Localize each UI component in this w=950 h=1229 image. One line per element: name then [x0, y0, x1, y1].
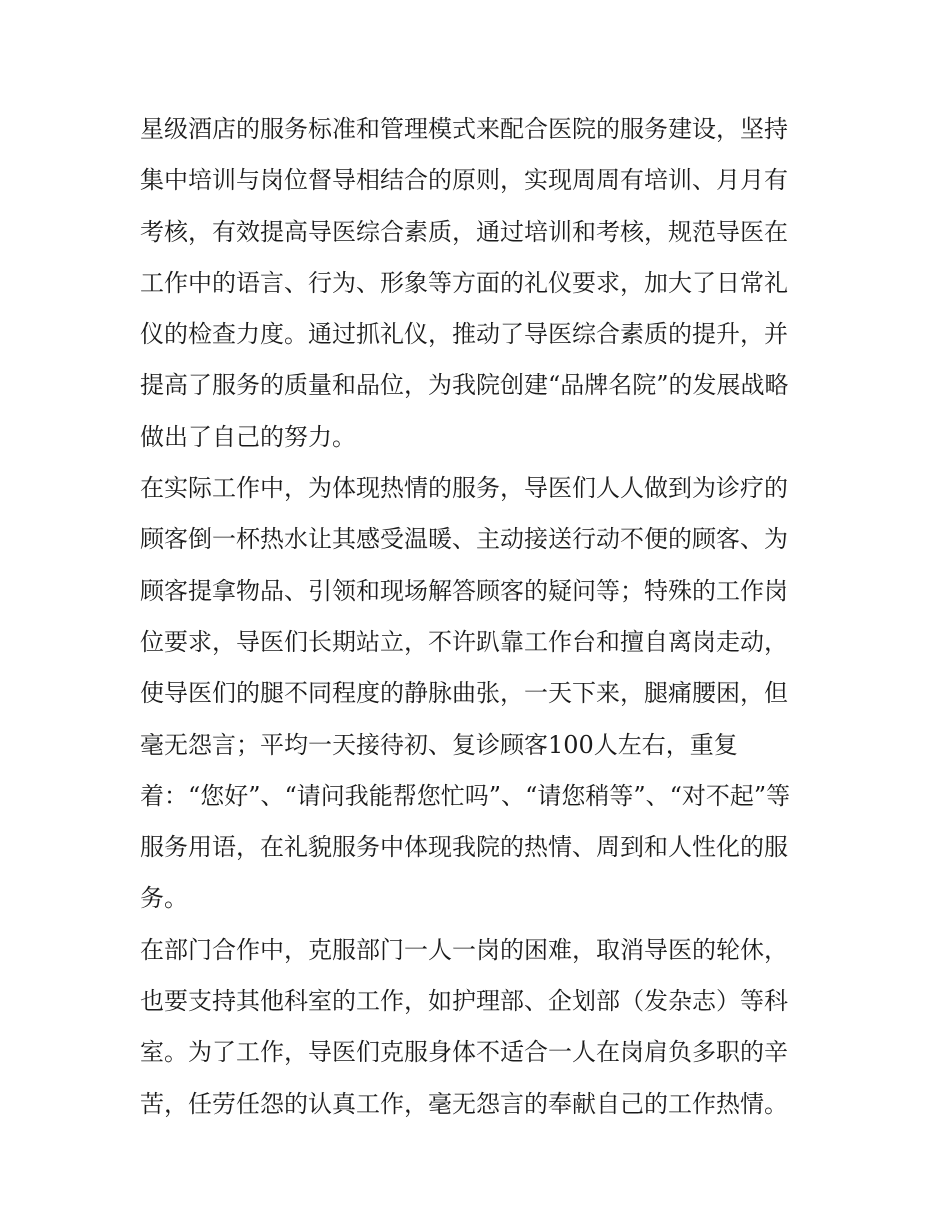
text-line: 顾客提拿物品、引领和现场解答顾客的疑问等；特殊的工作岗	[140, 576, 788, 605]
text-line: 着：“您好”、“请问我能帮您忙吗”、“请您稍等”、“对不起”等	[140, 781, 791, 810]
text-line: 集中培训与岗位督导相结合的原则，实现周周有培训、月月有	[140, 166, 788, 195]
text-line: 也要支持其他科室的工作，如护理部、企划部（发杂志）等科	[140, 987, 788, 1016]
text-line: 考核，有效提高导医综合素质，通过培训和考核，规范导医在	[140, 217, 788, 246]
text-line: 服务用语，在礼貌服务中体现我院的热情、周到和人性化的服	[140, 833, 788, 862]
text-line: 提高了服务的质量和品位，为我院创建“品牌名院”的发展战略	[140, 371, 789, 400]
document-body	[140, 104, 820, 1130]
text-line: 在实际工作中，为体现热情的服务，导医们人人做到为诊疗的	[140, 474, 788, 503]
text-line: 苦，任劳任怨的认真工作，毫无怨言的奉献自己的工作热情。	[140, 1089, 788, 1118]
text-line: 使导医们的腿不同程度的静脉曲张，一天下来，腿痛腰困，但	[140, 679, 788, 708]
text-line: 务。	[140, 884, 188, 913]
text-line: 在部门合作中，克服部门一人一岗的困难，取消导医的轮休，	[140, 935, 788, 964]
text-line: 仪的检查力度。通过抓礼仪，推动了导医综合素质的提升，并	[140, 320, 788, 349]
text-line: 顾客倒一杯热水让其感受温暖、主动接送行动不便的顾客、为	[140, 525, 788, 554]
text-line: 工作中的语言、行为、形象等方面的礼仪要求，加大了日常礼	[140, 268, 788, 297]
text-line: 毫无怨言；平均一天接待初、复诊顾客100人左右，重复	[140, 730, 738, 759]
text-line: 星级酒店的服务标准和管理模式来配合医院的服务建设，坚持	[140, 115, 788, 143]
text-line: 室。为了工作，导医们克服身体不适合一人在岗肩负多职的辛	[140, 1038, 788, 1067]
text-line: 位要求，导医们长期站立，不许趴靠工作台和擅自离岗走动，	[140, 627, 788, 656]
text-line: 做出了自己的努力。	[140, 422, 356, 451]
